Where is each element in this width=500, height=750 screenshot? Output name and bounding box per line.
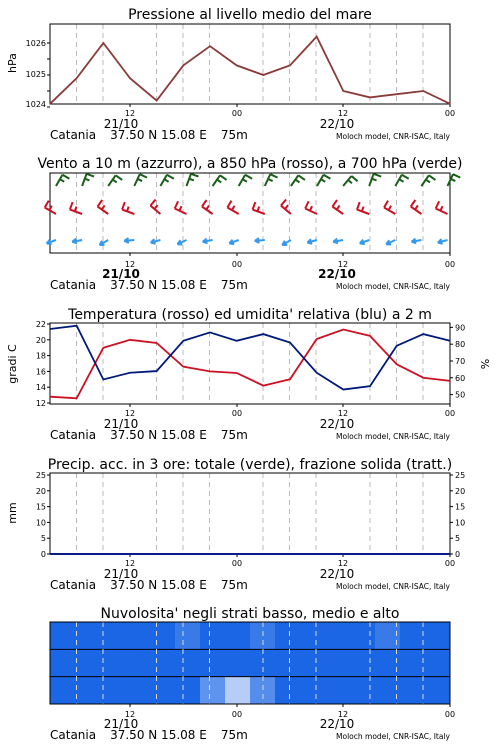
wind-title: Vento a 10 m (azzurro), a 850 hPa (rosso), a 700 hPa (verde) <box>37 156 463 172</box>
wind-barb-850hPa <box>411 200 422 214</box>
p3-hour-label-2: 00 <box>231 409 243 418</box>
wind-barb-850hPa <box>384 201 395 214</box>
wind-barb-10m <box>151 239 161 244</box>
p1-hour-label-1: 12 <box>124 109 136 118</box>
cloud-cell-medio <box>175 649 201 676</box>
wind-barb-700hPa <box>134 174 147 186</box>
humidity-ytick-label: 70 <box>455 356 466 366</box>
precipitation-ytick-label-right: 5 <box>455 534 461 544</box>
p5-date-label-1: 21/10 <box>103 717 139 731</box>
cloud-cell-basso <box>425 677 451 704</box>
p4-hour-label-1: 12 <box>124 559 136 568</box>
wind-barb-850hPa <box>150 200 160 214</box>
p4-model-credit: Moloch model, CNR-ISAC, Italy <box>336 582 450 591</box>
cloud-cell-alto <box>100 622 126 649</box>
humidity-ytick-label: 80 <box>455 340 466 350</box>
cloud-cell-basso <box>100 677 126 704</box>
precipitation-ylabel: mm <box>6 502 19 524</box>
wind-barb-850hPa <box>332 200 343 214</box>
p3-model-credit: Moloch model, CNR-ISAC, Italy <box>336 432 450 441</box>
wind-barb-700hPa <box>108 175 122 186</box>
cloud-cell-alto <box>75 622 101 649</box>
temperature-ytick-label: 12 <box>35 399 46 408</box>
cloud-cell-basso <box>325 677 351 704</box>
wind-barb-700hPa <box>82 174 94 186</box>
p4-hour-label-4: 00 <box>444 559 456 568</box>
wind-barb-700hPa <box>265 174 278 186</box>
cloud-cell-alto <box>125 622 151 649</box>
temperature-ytick-label: 20 <box>35 335 46 345</box>
temperature-ylabel: gradi C <box>6 344 19 384</box>
wind-barb-850hPa <box>305 201 317 214</box>
p4-hour-label-2: 00 <box>231 559 243 568</box>
cloud-cell-basso <box>200 677 226 704</box>
precipitation-ytick-label-right: 10 <box>455 518 466 528</box>
cloud-cell-alto <box>175 622 201 649</box>
cloud-cell-alto <box>350 622 376 649</box>
wind-barb-850hPa <box>70 202 82 214</box>
cloud-cell-medio <box>125 649 151 676</box>
pressure-line <box>50 37 450 104</box>
precipitation-title: Precip. acc. in 3 ore: totale (verde), frazione solida (tratt.) <box>47 457 453 473</box>
p1-hour-label-2: 00 <box>231 109 243 118</box>
p3-hour-label-1: 12 <box>124 409 136 418</box>
cloud-cell-medio <box>425 649 451 676</box>
wind-barb-700hPa <box>448 174 461 186</box>
cloud-cell-basso <box>400 677 426 704</box>
cloud-cell-medio <box>275 649 301 676</box>
wind-barb-10m <box>333 239 343 244</box>
wind-barb-10m <box>124 238 134 243</box>
p1-model-credit: Moloch model, CNR-ISAC, Italy <box>336 132 450 141</box>
p1-date-label-2: 22/10 <box>319 117 355 131</box>
wind-barb-850hPa <box>436 201 448 214</box>
temperature-frame <box>50 323 450 404</box>
cloud-cell-medio <box>325 649 351 676</box>
p4-date-label-2: 22/10 <box>319 567 355 581</box>
cloud-title: Nuvolosita' negli strati basso, medio e alto <box>100 606 400 622</box>
wind-barb-850hPa <box>175 201 187 214</box>
pressure-ylabel: hPa <box>6 53 19 73</box>
temperature-ytick-label: 14 <box>35 383 46 393</box>
p3-date-label-2: 22/10 <box>319 417 355 431</box>
humidity-ylabel: % <box>479 358 492 370</box>
wind-barb-10m <box>229 240 238 245</box>
cloud-cell-alto <box>225 622 251 649</box>
temperature-ytick-label: 18 <box>35 351 46 361</box>
wind-barb-700hPa <box>291 175 305 186</box>
wind-barb-700hPa <box>56 175 69 186</box>
cloud-cell-medio <box>50 649 76 676</box>
precipitation-ytick-label: 25 <box>35 471 46 480</box>
temperature-ytick-label: 16 <box>35 367 46 377</box>
cloud-cell-medio <box>100 649 126 676</box>
cloud-cell-medio <box>300 649 326 676</box>
precipitation-ytick-label: 0 <box>40 550 46 559</box>
precipitation-frame <box>50 473 450 554</box>
precipitation-ytick-label: 10 <box>35 518 46 528</box>
precipitation-ytick-label-right: 15 <box>455 502 466 512</box>
wind-barb-700hPa <box>343 176 357 186</box>
p5-hour-label-2: 00 <box>231 710 243 719</box>
wind-barb-10m <box>47 240 56 245</box>
cloud-cell-medio <box>75 649 101 676</box>
p2-hour-label-1: 12 <box>124 260 136 269</box>
wind-barb-700hPa <box>187 174 199 186</box>
cloud-cell-basso <box>150 677 176 704</box>
wind-barb-10m <box>203 239 213 244</box>
p5-location: Catania 37.50 N 15.08 E 75m <box>50 728 248 742</box>
cloud-cell-basso <box>175 677 201 704</box>
p5-model-credit: Moloch model, CNR-ISAC, Italy <box>336 732 450 741</box>
wind-barb-10m <box>177 240 186 245</box>
cloud-cell-basso <box>275 677 301 704</box>
cloud-cell-medio <box>350 649 376 676</box>
wind-barb-850hPa <box>122 202 134 214</box>
p1-date-label-1: 21/10 <box>103 117 139 131</box>
pressure-title: Pressione al livello medio del mare <box>128 7 372 23</box>
wind-barb-700hPa <box>213 175 227 186</box>
cloud-cell-basso <box>300 677 326 704</box>
precipitation-ytick-label-right: 0 <box>455 550 461 559</box>
wind-barb-700hPa <box>369 174 381 186</box>
wind-barb-10m <box>282 240 291 245</box>
cloud-cell-medio <box>400 649 426 676</box>
precipitation-ytick-label-right: 25 <box>455 471 466 480</box>
p3-hour-label-4: 00 <box>444 409 456 418</box>
cloud-cell-basso <box>125 677 151 704</box>
p4-date-label-1: 21/10 <box>103 567 139 581</box>
cloud-cell-alto <box>200 622 226 649</box>
wind-barb-10m <box>100 240 109 245</box>
wind-barb-700hPa <box>421 175 435 186</box>
precipitation-ytick-label: 5 <box>40 534 46 544</box>
pressure-ytick-1024: 1024 <box>25 100 46 109</box>
wind-barb-10m <box>438 239 448 244</box>
p5-hour-label-1: 12 <box>124 710 136 719</box>
pressure-ytick-1025: 1025 <box>25 70 46 79</box>
p3-date-label-1: 21/10 <box>103 417 139 431</box>
precipitation-ytick-label: 20 <box>35 486 46 496</box>
wind-barb-700hPa <box>239 175 252 186</box>
wind-barb-10m <box>72 239 82 244</box>
cloud-cell-alto <box>325 622 351 649</box>
humidity-ytick-label: 90 <box>455 323 466 333</box>
p2-hour-label-4: 00 <box>444 260 456 269</box>
p5-hour-label-4: 00 <box>444 710 456 719</box>
wind-barb-700hPa <box>395 175 408 186</box>
p5-hour-label-3: 12 <box>337 710 349 719</box>
cloud-cell-basso <box>75 677 101 704</box>
cloud-cell-alto <box>275 622 301 649</box>
wind-barb-850hPa <box>202 200 213 214</box>
cloud-cell-medio <box>225 649 251 676</box>
cloud-cell-alto <box>400 622 426 649</box>
temperature-humidity-panel <box>6 307 492 442</box>
p2-hour-label-3: 12 <box>337 260 349 269</box>
cloud-cell-basso <box>50 677 76 704</box>
temperature-ytick-label: 22 <box>35 320 46 329</box>
cloud-cell-alto <box>150 622 176 649</box>
pressure-frame <box>50 24 450 104</box>
wind-panel <box>37 156 462 292</box>
pressure-panel <box>6 7 455 142</box>
precipitation-ytick-label: 15 <box>35 502 46 512</box>
wind-barb-700hPa <box>317 175 330 186</box>
wind-barb-10m <box>386 240 395 245</box>
wind-barb-10m <box>360 240 369 245</box>
cloud-cell-alto <box>425 622 451 649</box>
wind-barb-10m <box>412 239 422 244</box>
cloud-cell-basso <box>350 677 376 704</box>
pressure-ytick-1026: 1026 <box>25 39 46 48</box>
p3-location: Catania 37.50 N 15.08 E 75m <box>50 428 248 442</box>
wind-barb-850hPa <box>357 202 369 214</box>
cloud-cell-alto <box>50 622 76 649</box>
temperature-title: Temperatura (rosso) ed umidita' relativa (blu) a 2 m <box>68 307 432 323</box>
p3-hour-label-3: 12 <box>337 409 349 418</box>
cloud-cell-medio <box>150 649 176 676</box>
p4-hour-label-3: 12 <box>337 559 349 568</box>
temperature-line <box>50 330 450 399</box>
p2-model-credit: Moloch model, CNR-ISAC, Italy <box>336 282 450 291</box>
p2-date-label-1: 21/10 <box>102 267 140 281</box>
cloud-cell-alto <box>300 622 326 649</box>
humidity-ytick-label: 60 <box>455 373 466 383</box>
p5-date-label-2: 22/10 <box>319 717 355 731</box>
p4-location: Catania 37.50 N 15.08 E 75m <box>50 578 248 592</box>
cloud-cell-medio <box>200 649 226 676</box>
humidity-ytick-label: 50 <box>455 390 466 400</box>
wind-barb-10m <box>307 239 317 244</box>
p1-location: Catania 37.50 N 15.08 E 75m <box>50 128 248 142</box>
precipitation-ytick-label-right: 20 <box>455 486 466 496</box>
wind-barb-850hPa <box>227 201 238 214</box>
p1-hour-label-4: 00 <box>444 109 456 118</box>
wind-barb-700hPa <box>160 175 173 186</box>
p1-hour-label-3: 12 <box>337 109 349 118</box>
p2-location: Catania 37.50 N 15.08 E 75m <box>50 278 248 292</box>
p2-date-label-2: 22/10 <box>318 267 356 281</box>
p2-hour-label-2: 00 <box>231 260 243 269</box>
cloud-cell-basso <box>225 677 251 704</box>
cloud-cover-panel <box>50 606 455 742</box>
precipitation-panel <box>6 457 465 592</box>
